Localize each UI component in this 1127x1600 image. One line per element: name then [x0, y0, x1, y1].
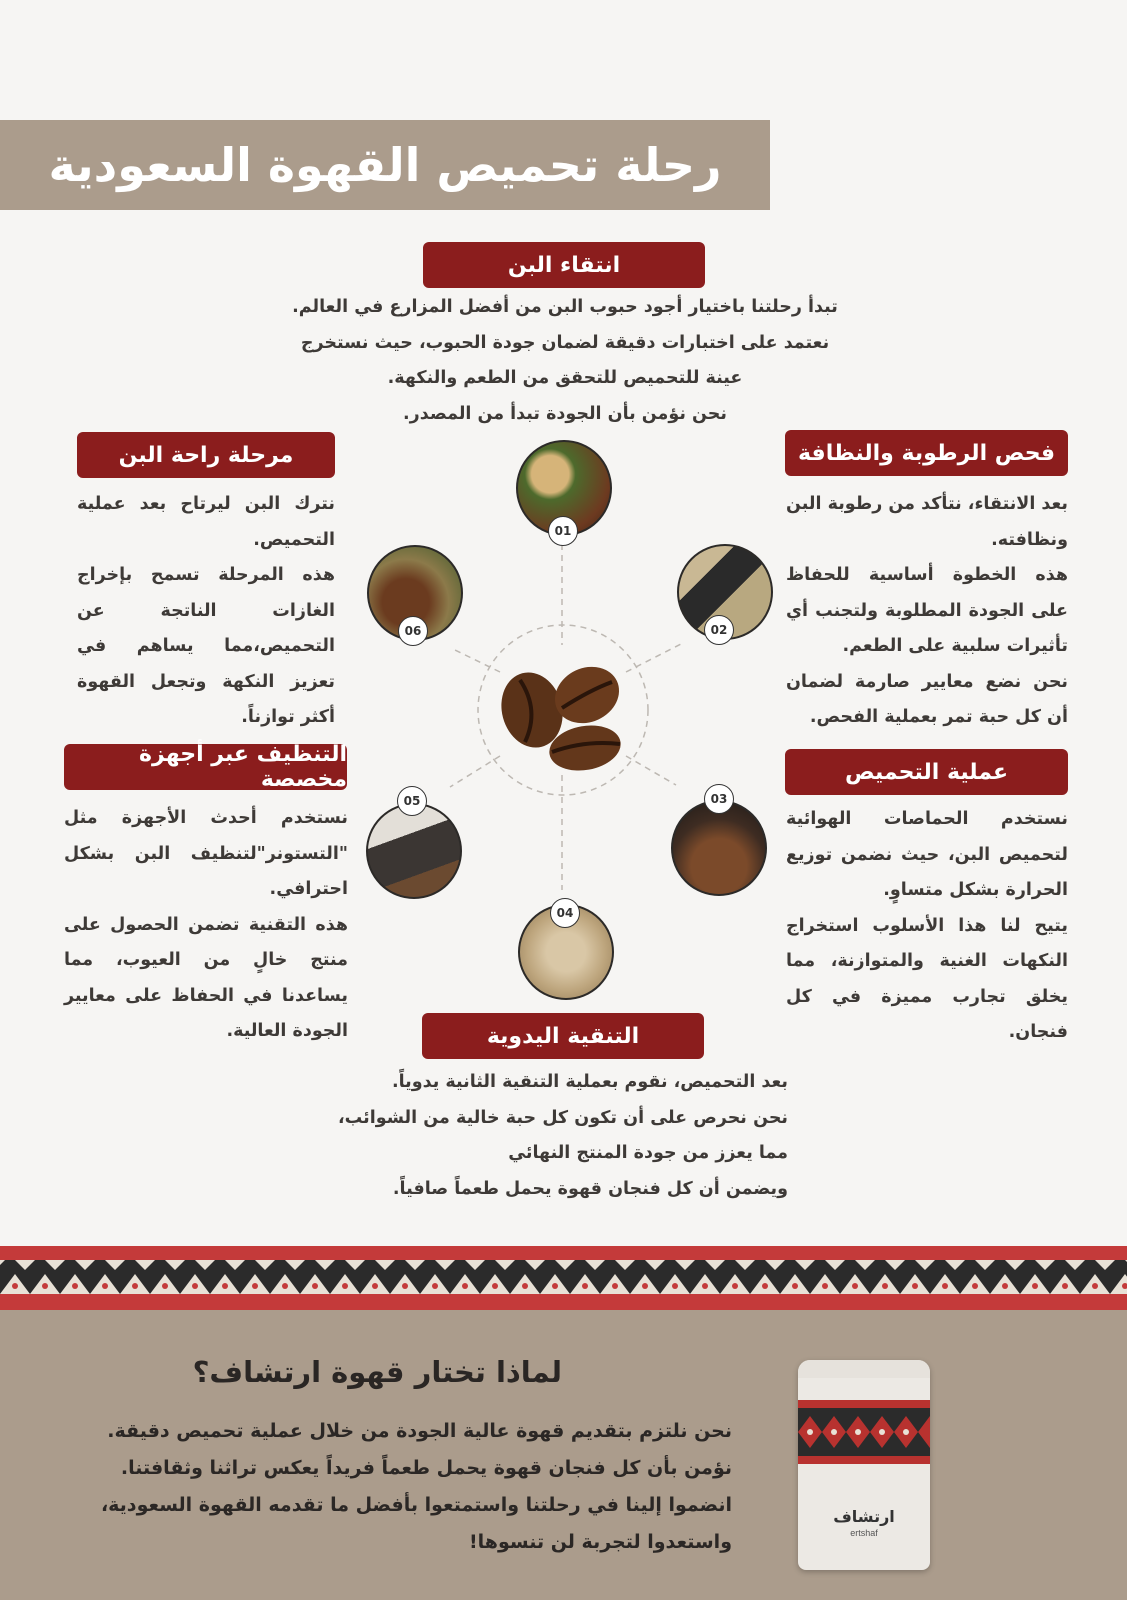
step6-text: نترك البن ليرتاح بعد عملية التحميص. هذه المرحلة تسمح بإخراج الغازات الناتجة عن التحميص،مما يساهم في تعزيز النكهة وتجعل القهوة أكثر توازناً. — [77, 494, 335, 727]
sadu-pattern-strip — [0, 1246, 1127, 1316]
step6-number: 06 — [398, 616, 428, 646]
step6-label: مرحلة راحة البن — [77, 432, 335, 478]
step4-text: بعد التحميص، نقوم بعملية التنقية الثانية يدوياً. نحن نحرص على أن تكون كل حبة خالية من الشوائب، مما يعزز من جودة المنتج النهائي ويضمن أن كل فنجان قهوة يحمل طعماً صافياً. — [338, 1072, 788, 1199]
step5-number: 05 — [397, 786, 427, 816]
step1-text: تبدأ رحلتنا باختيار أجود حبوب البن من أفضل المزارع في العالم. نعتمد على اختبارات دقيقة لضمان جودة الحبوب، حيث نستخرج عينة للتحميص للتحقق من الطعم والنكهة. نحن نؤمن بأن الجودة تبدأ من المصدر. — [292, 297, 838, 424]
coffee-beans-center — [493, 657, 628, 776]
page-title: رحلة تحميص القهوة السعودية — [48, 138, 722, 192]
package-brand-arabic: ارتشاف — [833, 1507, 895, 1526]
step3-photo — [671, 800, 767, 896]
step4-label: التنقية اليدوية — [422, 1013, 704, 1059]
step1-number: 01 — [548, 516, 578, 546]
step5-label: التنظيف عبر أجهزة مخصصة — [64, 744, 347, 790]
step4-number: 04 — [550, 898, 580, 928]
title-banner — [0, 120, 770, 210]
step3-text: نستخدم الحماصات الهوائية لتحميص البن، حيث نضمن توزيع الحرارة بشكل متساوٍ. يتيح لنا هذا الأسلوب استخراج النكهات الغنية والمتوازنة، مما يخلق تجارب مميزة في كل فنجان. — [786, 809, 1068, 1042]
step1-label: انتقاء البن — [423, 242, 705, 288]
step5-text: نستخدم أحدث الأجهزة مثل "التستونر"لتنظيف البن بشكل احترافي. هذه التقنية تضمن الحصول على منتج خالٍ من العيوب، مما يساعدنا في الحفاظ على معايير الجودة العالية. — [64, 808, 348, 1041]
step2-number: 02 — [704, 615, 734, 645]
why-text: نحن نلتزم بتقديم قهوة عالية الجودة من خلال عملية تحميص دقيقة. نؤمن بأن كل فنجان قهوة يحمل طعماً فريداً يعكس تراثنا وثقافتنا. انضموا إلينا في رحلتنا واستمتعوا بأفضل ما تقدمه القهوة السعودية، واستعدوا لتجربة لن تنسوها! — [100, 1420, 732, 1553]
step3-number: 03 — [704, 784, 734, 814]
why-title: لماذا تختار قهوة ارتشاف؟ — [192, 1355, 562, 1389]
step2-text: بعد الانتقاء، نتأكد من رطوبة البن ونظافته. هذه الخطوة أساسية للحفاظ على الجودة المطلوبة ولتجنب أي تأثيرات سلبية على الطعم. نحن نضع معايير صارمة لضمان أن كل حبة تمر بعملية الفحص. — [786, 494, 1068, 727]
product-package — [798, 1360, 930, 1570]
step3-label: عملية التحميص — [785, 749, 1068, 795]
package-brand-english: ertshaf — [850, 1528, 878, 1538]
package-pattern — [798, 1360, 930, 1500]
step5-photo — [366, 803, 462, 899]
step2-label: فحص الرطوبة والنظافة — [785, 430, 1068, 476]
